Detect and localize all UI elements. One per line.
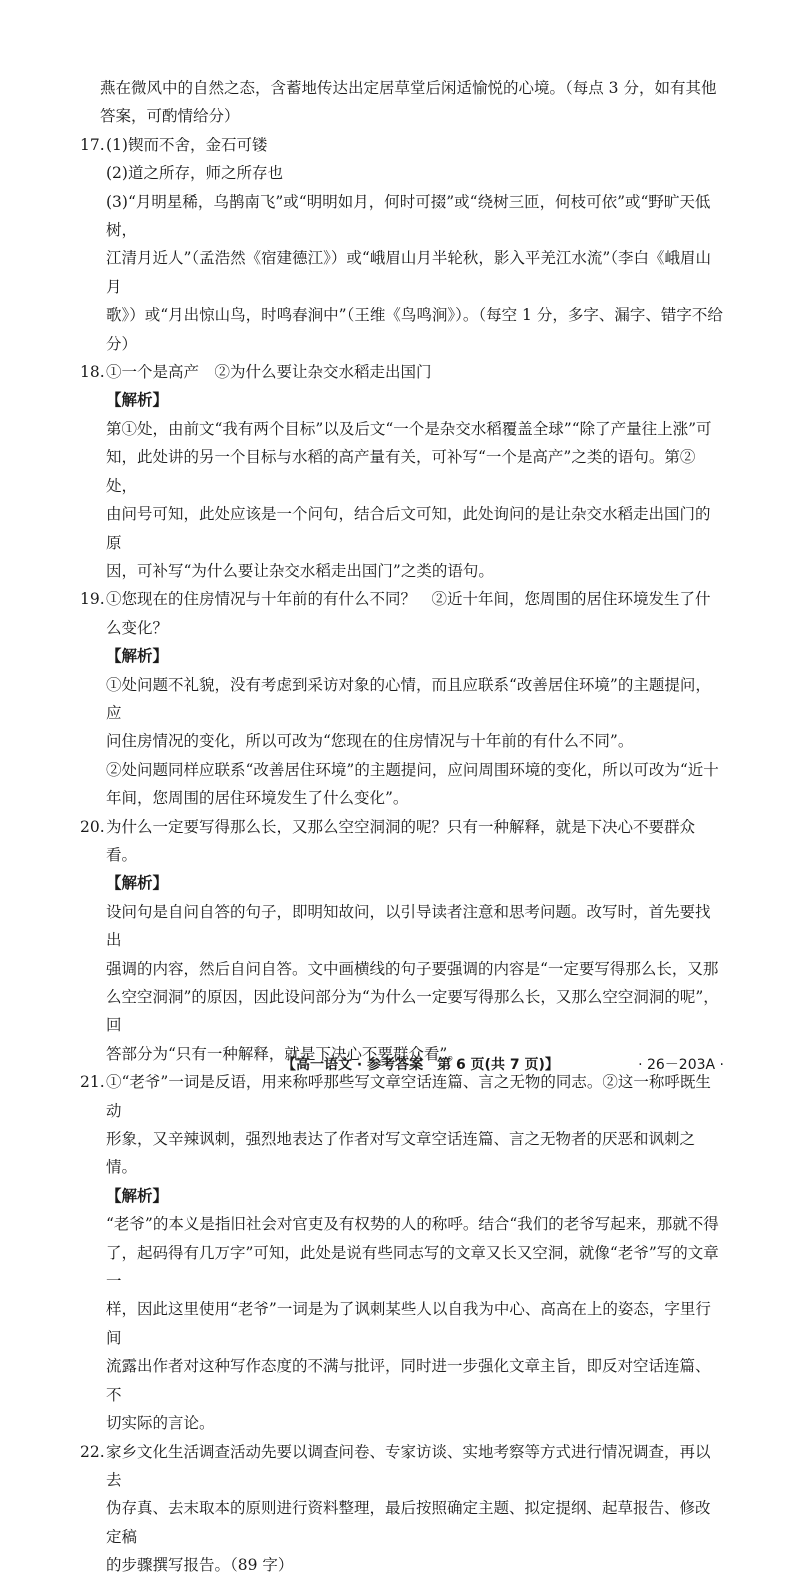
analysis-line: 流露出作者对这种写作态度的不满与批评，同时进一步强化文章主旨，即反对空话连篇、不 [106,1357,711,1404]
analysis-line: 样，因此这里使用“老爷”一词是为了讽刺某些人以自我为中心、高高在上的姿态，字里行间 [106,1300,711,1347]
answer-line: 的步骤撰写报告。（89 字） [106,1556,294,1575]
analysis-line: 因，可补写“为什么要让杂交水稻走出国门”之类的语句。 [106,561,494,580]
answer-line: (2)道之所存，师之所存也 [106,164,283,183]
analysis-line: 答部分为“只有一种解释，就是下决心不要群众看”。 [106,1044,463,1063]
page-footer [0,1054,800,1078]
analysis-label: 【解析】 [106,873,169,893]
analysis-label: 【解析】 [106,646,169,666]
footer-code: · 26－203A · [638,1057,724,1073]
answer-line: 为什么一定要写得那么长，又那么空空洞洞的呢？只有一种解释，就是下决心不要群众看。 [106,817,696,864]
question-number: 18. [80,363,105,382]
answer-line: (3)“月明星稀，乌鹊南飞”或“明明如月，何时可掇”或“绕树三匝，何枝可依”或“野旷天低树， [106,192,711,240]
analysis-line: ②处问题同样应联系“改善居住环境”的主题提问，应问周围环境的变化，所以可改为“近十 [106,760,719,779]
answer-body [106,1438,724,1580]
analysis-line: 强调的内容，然后自问自答。文中画横线的句子要强调的内容是“一定要写得那么长，又那 [106,959,719,978]
answer-line: ①一个是高产 ②为什么要让杂交水稻走出国门 [106,363,432,382]
footer-page-info: 【高一语文 · 参考答案 第 6 页(共 7 页)】 [282,1057,559,1073]
answer-line: 家乡文化生活调查活动先要以调查问卷、专家访谈、实地考察等方式进行情况调查，再以去 [106,1442,711,1489]
question-17 [80,131,724,358]
analysis-line: 知，此处讲的另一个目标与水稻的高产量有关，可补写“一个是高产”之类的语句。第②处， [106,448,696,495]
answer-content [80,74,724,1580]
analysis-line: 了，起码得有几万字”可知，此处是说有些同志写的文章又长又空洞，就像“老爷”写的文章一 [106,1243,719,1291]
question-number: 19. [80,590,105,609]
analysis-line: 么空空洞洞”的原因，因此设问部分为“为什么一定要写得那么长，又那么空空洞洞的呢”，回 [106,988,719,1035]
question-number: 22. [80,1442,105,1461]
answer-line: 歌》）或“月出惊山鸟，时鸣春涧中”（王维《鸟鸣涧》）。（每空 1 分，多字、漏字、错字不给分） [106,306,723,353]
answer-line: 么变化？ [106,618,169,637]
question-number: 20. [80,817,105,836]
question-number: 21. [80,1073,105,1092]
question-20 [80,813,724,1069]
question-18 [80,358,724,585]
analysis-line: 切实际的言论。 [106,1414,215,1433]
question-number: 17. [80,135,105,154]
analysis-label: 【解析】 [106,390,169,410]
analysis-line: 设问句是自问自答的句子，即明知故问，以引导读者注意和思考问题。改写时，首先要找出 [106,902,711,950]
answer-line: ①“老爷”一词是反语，用来称呼那些写文章空话连篇、言之无物的同志。②这一称呼既生动 [106,1073,711,1120]
answer-body [106,585,724,812]
q16-continuation [80,74,724,131]
analysis-line: 第①处，由前文“我有两个目标”以及后文“一个是杂交水稻覆盖全球”“除了产量往上涨”可 [106,419,712,438]
question-22 [80,1438,724,1580]
analysis-label: 【解析】 [106,1185,169,1205]
answer-body [106,358,724,585]
question-21 [80,1068,724,1437]
answer-line: ①您现在的住房情况与十年前的有什么不同？ ②近十年间，您周围的居住环境发生了什 [106,590,711,609]
answer-line: 江清月近人”（孟浩然《宿建德江》）或“峨眉山月半轮秋，影入平羌江水流”（李白《峨眉山月 [106,249,712,296]
analysis-line: 问住房情况的变化，所以可改为“您现在的住房情况与十年前的有什么不同”。 [106,732,634,751]
analysis-line: 年间，您周围的居住环境发生了什么变化”。 [106,789,409,808]
answer-body [106,1068,724,1437]
answer-body [106,131,724,358]
analysis-line: ①处问题不礼貌，没有考虑到采访对象的心情，而且应联系“改善居住环境”的主题提问，应 [106,675,711,722]
analysis-line: 由问号可知，此处应该是一个问句，结合后文可知，此处询问的是让杂交水稻走出国门的原 [106,505,711,552]
answer-body [106,813,724,1069]
answer-line: 形象，又辛辣讽刺，强烈地表达了作者对写文章空话连篇、言之无物者的厌恶和讽刺之情。 [106,1130,696,1177]
answer-line: 伪存真、去末取本的原则进行资料整理，最后按照确定主题、拟定提纲、起草报告、修改定稿 [106,1499,711,1546]
text-line: 答案，可酌情给分） [100,107,240,126]
question-19 [80,585,724,812]
answer-line: (1)锲而不舍，金石可镂 [106,135,268,154]
text-line: 燕在微风中的自然之态，含蓄地传达出定居草堂后闲适愉悦的心境。（每点 3 分，如有其他 [100,79,717,97]
analysis-line: “老爷”的本义是指旧社会对官吏及有权势的人的称呼。结合“我们的老爷写起来，那就不得 [106,1215,719,1234]
